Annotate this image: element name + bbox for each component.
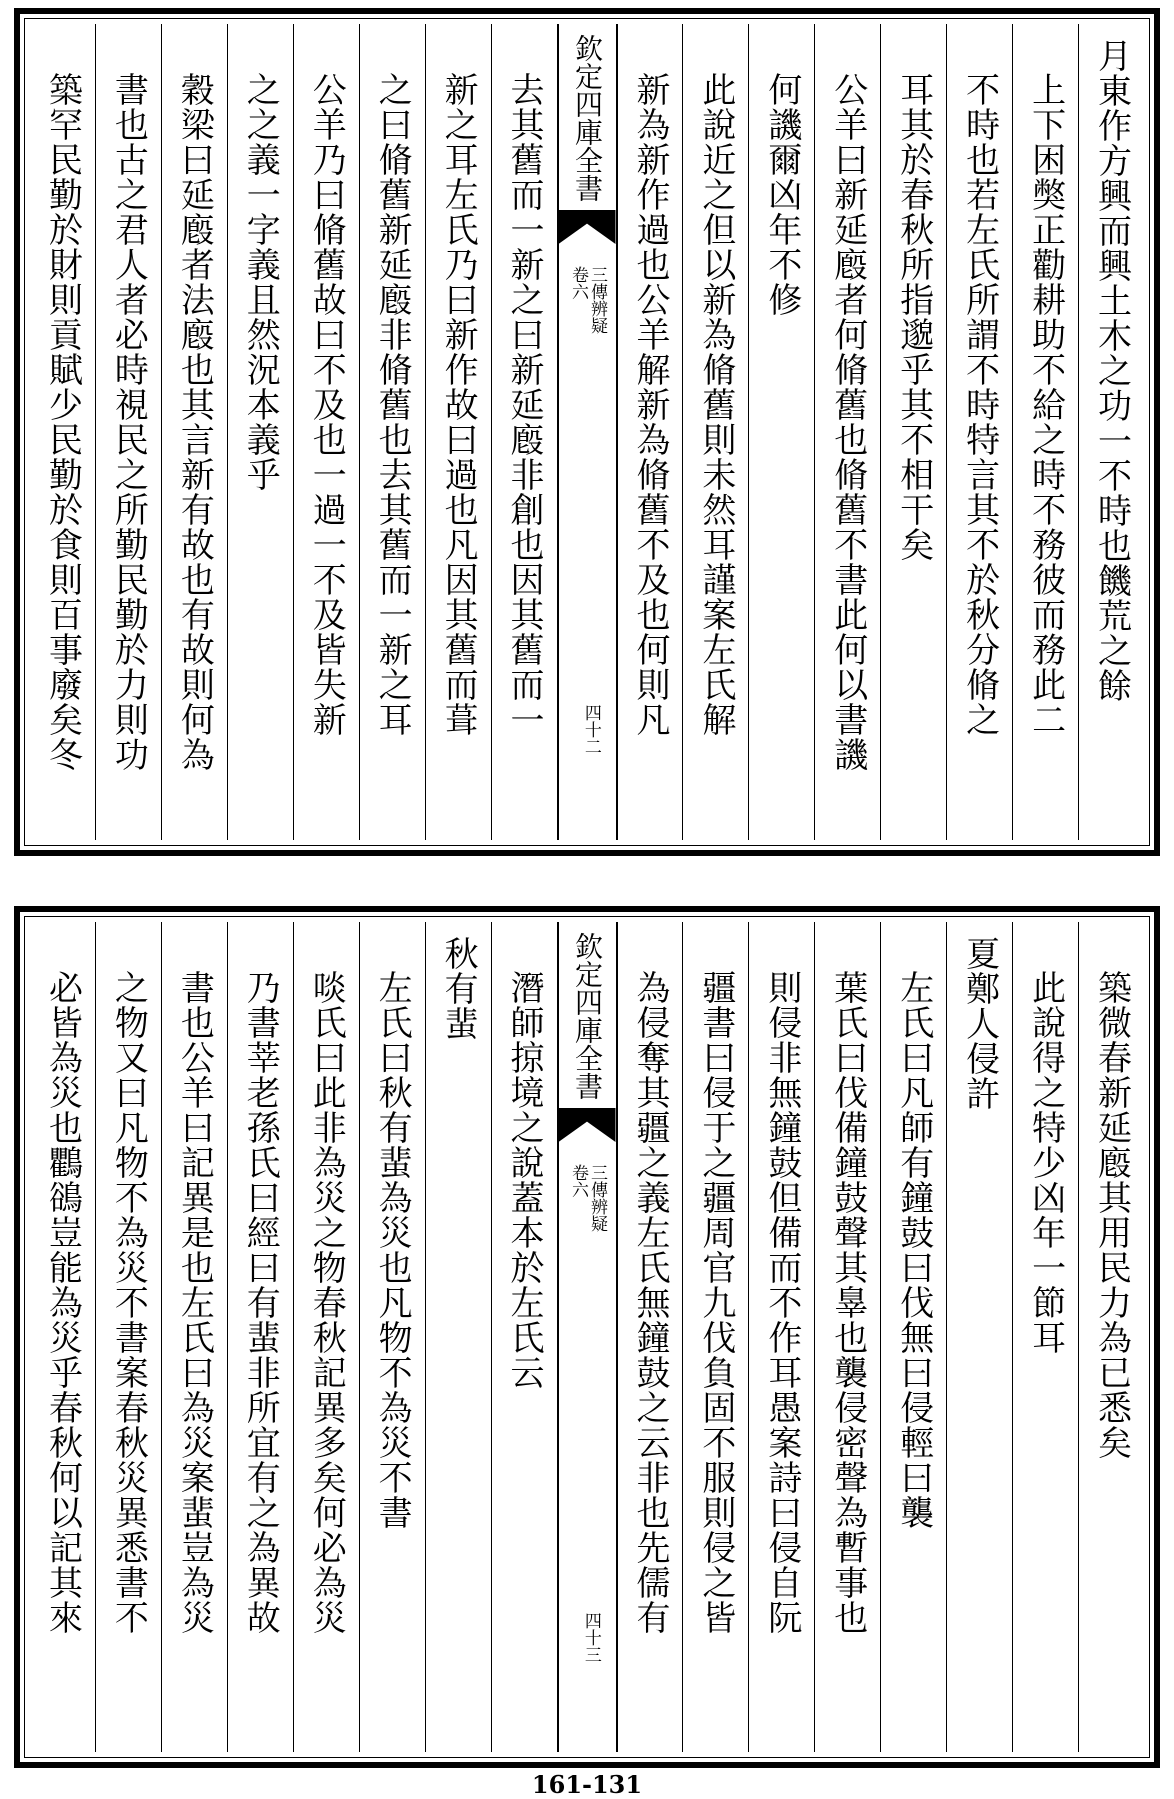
text-column bbox=[293, 922, 359, 1752]
page-number: 161-131 bbox=[531, 1770, 643, 1799]
column-text: 之曰脩舊新延廏非脩舊也去其舊而一新之耳 bbox=[372, 72, 413, 737]
text-column bbox=[682, 24, 748, 840]
column-text: 公羊曰新延廏者何脩舊也脩舊不書此何以書譏 bbox=[827, 72, 868, 772]
text-column bbox=[30, 24, 95, 840]
banner-volume: 卷六 bbox=[568, 266, 588, 300]
column-text: 新為新作過也公羊解新為脩舊不及也何則凡 bbox=[629, 72, 670, 737]
text-column bbox=[161, 922, 227, 1752]
text-column bbox=[30, 922, 95, 1752]
column-text: 上下困獘正勸耕助不給之時不務彼而務此二 bbox=[1025, 72, 1066, 737]
fishtail-mark bbox=[559, 1108, 616, 1142]
banner-volume-block bbox=[569, 1164, 605, 1232]
column-text: 之物又曰凡物不為災不書案春秋災異悉書不 bbox=[108, 970, 149, 1635]
text-column bbox=[425, 922, 491, 1752]
text-column bbox=[617, 24, 683, 840]
column-text: 則侵非無鐘鼓但備而不作耳愚案詩曰侵自阮 bbox=[761, 970, 802, 1635]
center-banner bbox=[557, 922, 617, 1752]
column-text: 左氏曰凡師有鐘鼓曰伐無曰侵輕曰襲 bbox=[893, 970, 934, 1530]
column-text: 書也古之君人者必時視民之所勤民勤於力則功 bbox=[108, 72, 149, 772]
column-text: 月東作方興而興土木之功一不時也饑荒之餘 bbox=[1091, 38, 1132, 703]
text-column bbox=[491, 922, 557, 1752]
fishtail-mark bbox=[559, 210, 616, 244]
text-column bbox=[1078, 922, 1144, 1752]
column-text: 乃書莘老孫氏曰經曰有蜚非所宜有之為異故 bbox=[240, 970, 281, 1635]
top-page bbox=[14, 8, 1160, 856]
column-text: 左氏曰秋有蜚為災也凡物不為災不書 bbox=[372, 970, 413, 1530]
banner-leaf-number: 四十二 bbox=[580, 704, 601, 755]
banner-volume: 卷六 bbox=[568, 1164, 588, 1198]
bottom-page bbox=[14, 906, 1160, 1768]
text-column bbox=[1012, 24, 1078, 840]
column-text: 之之義一字義且然況本義乎 bbox=[240, 72, 281, 492]
text-column bbox=[682, 922, 748, 1752]
text-column bbox=[814, 922, 880, 1752]
column-text: 不時也若左氏所謂不時特言其不於秋分脩之 bbox=[959, 72, 1000, 737]
column-text: 公羊乃曰脩舊故曰不及也一過一不及皆失新 bbox=[306, 72, 347, 737]
column-text: 疆書曰侵于之疆周官九伐負固不服則侵之皆 bbox=[695, 970, 736, 1635]
column-text: 書也公羊曰記異是也左氏曰為災案蜚豈為災 bbox=[174, 970, 215, 1635]
column-text: 耳其於春秋所指邈乎其不相干矣 bbox=[893, 72, 934, 562]
column-text: 何譏爾凶年不修 bbox=[761, 72, 802, 317]
column-text: 夏鄭人侵許 bbox=[959, 936, 1000, 1111]
text-column bbox=[359, 24, 425, 840]
text-column bbox=[95, 24, 161, 840]
text-column bbox=[814, 24, 880, 840]
banner-title: 欽定四庫全書 bbox=[571, 932, 604, 1100]
text-column bbox=[617, 922, 683, 1752]
banner-book-title: 三傳辨疑 bbox=[587, 1164, 607, 1232]
column-text: 穀梁曰延廏者法廏也其言新有故也有故則何為 bbox=[174, 72, 215, 772]
column-text: 此說得之特少凶年一節耳 bbox=[1025, 970, 1066, 1355]
text-column bbox=[293, 24, 359, 840]
text-column bbox=[946, 24, 1012, 840]
column-text: 必皆為災也鸜鵒豈能為災乎春秋何以記其來 bbox=[42, 970, 83, 1635]
text-column bbox=[491, 24, 557, 840]
text-column bbox=[359, 922, 425, 1752]
text-column bbox=[95, 922, 161, 1752]
text-column bbox=[880, 24, 946, 840]
text-column bbox=[880, 922, 946, 1752]
text-column bbox=[946, 922, 1012, 1752]
top-page-columns bbox=[30, 24, 1144, 840]
bottom-page-columns bbox=[30, 922, 1144, 1752]
text-column bbox=[748, 24, 814, 840]
banner-title: 欽定四庫全書 bbox=[571, 34, 604, 202]
column-text: 秋有蜚 bbox=[438, 936, 479, 1041]
column-text: 為侵奪其疆之義左氏無鐘鼓之云非也先儒有 bbox=[629, 970, 670, 1635]
column-text: 築罕民勤於財則貢賦少民勤於食則百事廢矣冬 bbox=[42, 72, 83, 772]
text-column bbox=[1078, 24, 1144, 840]
column-text: 葉氏曰伐備鐘鼓聲其辠也襲侵密聲為暫事也 bbox=[827, 970, 868, 1635]
banner-volume-block bbox=[569, 266, 605, 334]
text-column bbox=[1012, 922, 1078, 1752]
text-column bbox=[161, 24, 227, 840]
text-column bbox=[748, 922, 814, 1752]
banner-leaf-number: 四十三 bbox=[580, 1612, 601, 1663]
center-banner bbox=[557, 24, 617, 840]
text-column bbox=[227, 24, 293, 840]
column-text: 此說近之但以新為脩舊則未然耳謹案左氏解 bbox=[695, 72, 736, 737]
column-text: 去其舊而一新之曰新延廏非創也因其舊而一 bbox=[504, 72, 545, 737]
banner-book-title: 三傳辨疑 bbox=[587, 266, 607, 334]
text-column bbox=[425, 24, 491, 840]
column-text: 啖氏曰此非為災之物春秋記異多矣何必為災 bbox=[306, 970, 347, 1635]
text-column bbox=[227, 922, 293, 1752]
column-text: 築微春新延廏其用民力為已悉矣 bbox=[1091, 970, 1132, 1460]
column-text: 潛師掠境之說蓋本於左氏云 bbox=[504, 970, 545, 1390]
column-text: 新之耳左氏乃曰新作故曰過也凡因其舊而葺 bbox=[438, 72, 479, 737]
